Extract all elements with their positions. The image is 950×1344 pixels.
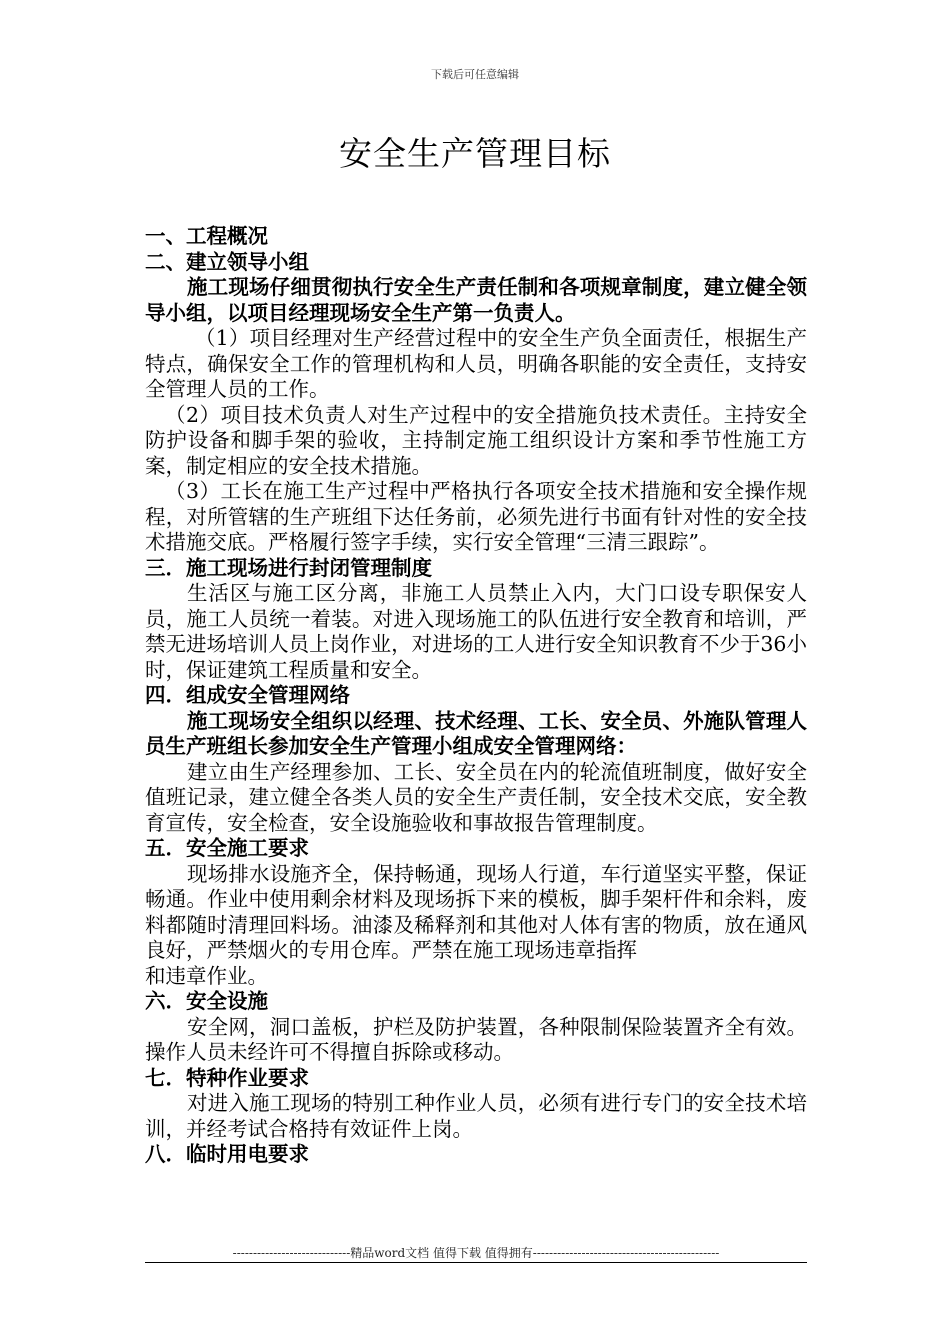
section-4-bold-paragraph: 施工现场安全组织以经理、技术经理、工长、安全员、外施队管理人员生产班组长参加安全生产管理小组成安全管理网络： <box>145 708 807 758</box>
section-heading-4: 四．组成安全管理网络 <box>145 683 350 707</box>
section-heading-2: 二、建立领导小组 <box>145 249 309 274</box>
section-7-paragraph-1: 对进入施工现场的特别工种作业人员，必须有进行专门的安全技术培训，并经考试合格持有效证件上岗。 <box>145 1091 807 1141</box>
footer-note: -----------------------------精品word文档 值得下载 值得拥有---------------------------------------------- <box>232 1246 720 1260</box>
document-title: 安全生产管理目标 <box>339 134 611 173</box>
document-body <box>145 224 807 1168</box>
section-5-paragraph-1: 现场排水设施齐全，保持畅通，现场人行道，车行道坚实平整，保证畅通。作业中使用剩余材料及现场拆下来的模板，脚手架杆件和余料，废料都随时清理回料场。油漆及稀释剂和其他对人体有害的物质，放在通风良好，严禁烟火的专用仓库。严禁在施工现场违章指挥 <box>145 861 807 962</box>
section-heading-5: 五．安全施工要求 <box>145 836 309 860</box>
section-6-paragraph-1: 安全网，洞口盖板，护栏及防护装置，各种限制保险装置齐全有效。操作人员未经许可不得擅自拆除或移动。 <box>145 1014 807 1064</box>
section-3-paragraph-1: 生活区与施工区分离，非施工人员禁止入内，大门口设专职保安人员，施工人员统一着装。对进入现场施工的队伍进行安全教育和培训，严禁无进场培训人员上岗作业，对进场的工人进行安全知识教育不少于36小时，保证建筑工程质量和安全。 <box>145 581 807 682</box>
footer-rule <box>145 1262 807 1263</box>
section-heading-7: 七．特种作业要求 <box>145 1065 309 1090</box>
section-heading-1: 一、工程概况 <box>145 224 268 248</box>
section-4-paragraph-1: 建立由生产经理参加、工长、安全员在内的轮流值班制度，做好安全值班记录，建立健全各类人员的安全生产责任制，安全技术交底，安全教育宣传，安全检查，安全设施验收和事故报告管理制度。 <box>145 759 807 835</box>
section-heading-3: 三．施工现场进行封闭管理制度 <box>145 555 432 580</box>
section-heading-6: 六．安全设施 <box>145 989 268 1013</box>
section-heading-8: 八．临时用电要求 <box>145 1142 309 1166</box>
section-5-paragraph-2: 和违章作业。 <box>145 963 268 988</box>
header-note: 下载后可任意编辑 <box>431 68 519 81</box>
section-2-bold-paragraph: 施工现场仔细贯彻执行安全生产责任制和各项规章制度，建立健全领导小组，以项目经理现场安全生产第一负责人。 <box>145 275 807 325</box>
section-2-paragraph-3: （3）工长在施工生产过程中严格执行各项安全技术措施和安全操作规程，对所管辖的生产班组下达任务前，必须先进行书面有针对性的安全技术措施交底。严格履行签字手续，实行安全管理“三清三跟踪”。 <box>145 479 807 554</box>
section-2-paragraph-1: （1）项目经理对生产经营过程中的安全生产负全面责任，根据生产特点，确保安全工作的管理机构和人员，明确各职能的安全责任，支持安全管理人员的工作。 <box>145 326 807 401</box>
section-2-paragraph-2: （2）项目技术负责人对生产过程中的安全措施负技术责任。主持安全防护设备和脚手架的验收，主持制定施工组织设计方案和季节性施工方案，制定相应的安全技术措施。 <box>145 402 807 478</box>
